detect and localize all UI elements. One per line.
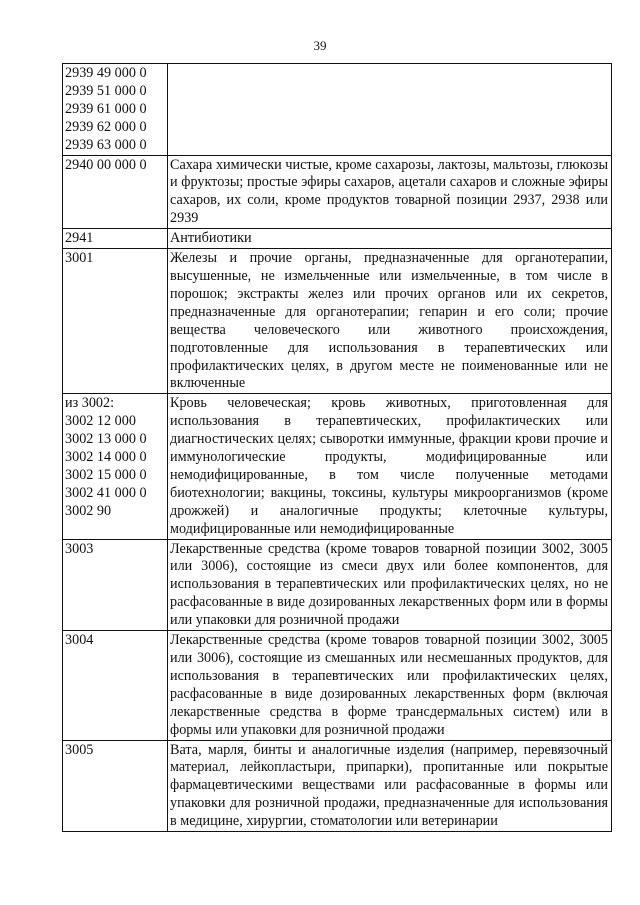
description-cell: Железы и прочие органы, предназначенные для органотерапии, высушенные, не измельченные или измельченные, в том числе в порошок; экстракты желез или прочих органов или их секретов, предназначенные для органотерапии; гепарин и его соли; прочие вещества человеческого или животного происхождения, подготовленные для использования в терапевтических или профилактических целях, в другом месте не поименованные или не включенные bbox=[168, 249, 612, 394]
tnved-code: 3003 bbox=[65, 540, 94, 557]
tnved-code: 2939 51 000 0 bbox=[65, 82, 147, 99]
tnved-code: 2940 00 000 0 bbox=[65, 156, 147, 173]
description-cell: Сахара химически чистые, кроме сахарозы, лактозы, мальтозы, глюкозы и фруктозы; простые эфиры сахаров, ацетали сахаров и сложные эфиры сахаров, их соли, кроме продуктов товарной позиции 2937, 2938 или 2939 bbox=[168, 155, 612, 229]
tnved-code: 2941 bbox=[65, 230, 94, 247]
table-row bbox=[63, 394, 612, 539]
description-cell: Кровь человеческая; кровь животных, приготовленная для использования в терапевтических, профилактических или диагностических целях; сыворотки иммунные, фракции крови прочие и иммунологические продукты, модифицированные или немодифицированные, в том числе полученные методами биотехнологии; вакцины, токсины, культуры микроорганизмов (кроме дрожжей) и аналогичные продукты; клеточные культуры, модифицированные или немодифицированные bbox=[168, 394, 612, 539]
table-row bbox=[63, 249, 612, 394]
description-cell bbox=[168, 64, 612, 156]
tnved-code: 3004 bbox=[65, 632, 94, 649]
tnved-code: 3002 90 bbox=[65, 502, 112, 519]
tnved-code: 3002 41 000 0 bbox=[65, 484, 147, 501]
table-row bbox=[63, 229, 612, 249]
tnved-code: 2939 62 000 0 bbox=[65, 118, 147, 135]
table-row bbox=[63, 740, 612, 832]
tnved-code: 3002 12 000 bbox=[65, 413, 136, 430]
description-cell: Антибиотики bbox=[168, 229, 612, 249]
code-cell bbox=[63, 740, 168, 832]
code-cell bbox=[63, 249, 168, 394]
tnved-code: 2939 61 000 0 bbox=[65, 100, 147, 117]
table-row bbox=[63, 631, 612, 740]
code-cell bbox=[63, 394, 168, 539]
tnved-code: 3002 13 000 0 bbox=[65, 431, 147, 448]
tnved-code: 3002 14 000 0 bbox=[65, 449, 147, 466]
code-cell bbox=[63, 64, 168, 156]
tnved-code: 3005 bbox=[65, 741, 94, 758]
table-row bbox=[63, 155, 612, 229]
tnved-code: 2939 49 000 0 bbox=[65, 65, 147, 81]
page-number: 39 bbox=[313, 38, 327, 53]
table-row bbox=[63, 539, 612, 631]
tnved-code: 2939 63 000 0 bbox=[65, 136, 147, 153]
code-cell bbox=[63, 539, 168, 631]
code-cell bbox=[63, 631, 168, 740]
table-row bbox=[63, 64, 612, 156]
code-cell bbox=[63, 229, 168, 249]
tariff-code-table bbox=[62, 63, 612, 832]
code-cell bbox=[63, 155, 168, 229]
description-cell: Вата, марля, бинты и аналогичные изделия (например, перевязочный материал, лейкопластыри, припарки), пропитанные или покрытые фармацевтическими веществами или расфасованные в формы или упаковки для розничной продажи, предназначенные для использования в медицине, хирургии, стоматологии или ветеринарии bbox=[168, 740, 612, 832]
tnved-code: из 3002: bbox=[65, 395, 115, 412]
description-cell: Лекарственные средства (кроме товаров товарной позиции 3002, 3005 или 3006), состоящие из смеси двух или более компонентов, для использования в терапевтических или профилактических целях, но не расфасованные в виде дозированных лекарственных форм или в формы или упаковки для розничной продажи bbox=[168, 539, 612, 631]
tnved-code: 3002 15 000 0 bbox=[65, 466, 147, 483]
tnved-code: 3001 bbox=[65, 250, 94, 267]
description-cell: Лекарственные средства (кроме товаров товарной позиции 3002, 3005 или 3006), состоящие из смешанных или несмешанных продуктов, для использования в терапевтических или профилактических целях, расфасованные в виде дозированных лекарственных форм (включая лекарственные средства в форме трансдермальных систем) или в формы или упаковки для розничной продажи bbox=[168, 631, 612, 740]
